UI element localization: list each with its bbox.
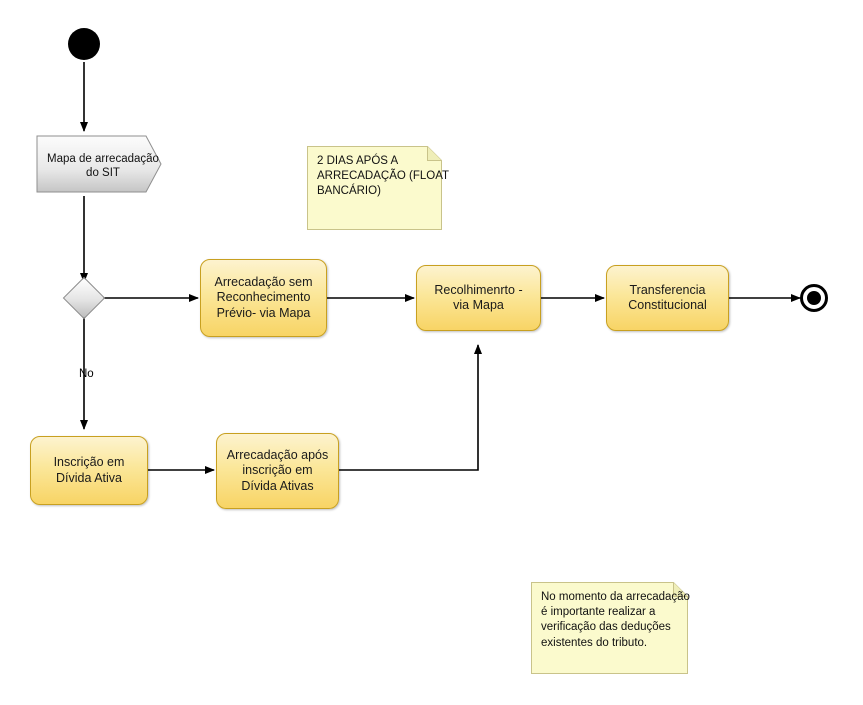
activity-arrecadacao-apos-inscricao[interactable] — [216, 433, 339, 509]
activity-label: Arrecadação sem Reconhecimento Prévio- via Mapa — [214, 275, 313, 320]
activity-label: Arrecadação após inscrição em Dívida Ativas — [226, 448, 329, 493]
note-verificacao-deducoes[interactable] — [531, 582, 688, 674]
activity-label: Transferencia Constitucional — [628, 282, 707, 312]
note-label: 2 DIAS APÓS A ARRECADAÇÃO (FLOAT BANCÁRIO) — [317, 155, 449, 198]
note-float-bancario[interactable] — [307, 146, 449, 230]
data-object-label: Mapa de arrecadação do SIT — [47, 152, 159, 179]
end-event[interactable] — [800, 284, 828, 312]
activity-transferencia-constitucional[interactable] — [606, 265, 729, 331]
note-label: No momento da arrecadação é importante realizar a verificação das deduções existentes do tributo. — [541, 591, 690, 649]
data-object-mapa-sit[interactable] — [36, 135, 180, 197]
start-event[interactable] — [68, 28, 100, 60]
activity-label: Recolhimenrto - via Mapa — [434, 282, 523, 312]
end-event-inner — [807, 291, 821, 305]
activity-label: Inscrição em Dívida Ativa — [53, 455, 125, 485]
edge-label-no: No — [79, 368, 94, 380]
activity-arrecadacao-sem-reconhecimento[interactable] — [200, 259, 327, 337]
activity-inscricao-divida-ativa[interactable] — [30, 436, 148, 505]
activity-recolhimento-via-mapa[interactable] — [416, 265, 541, 331]
